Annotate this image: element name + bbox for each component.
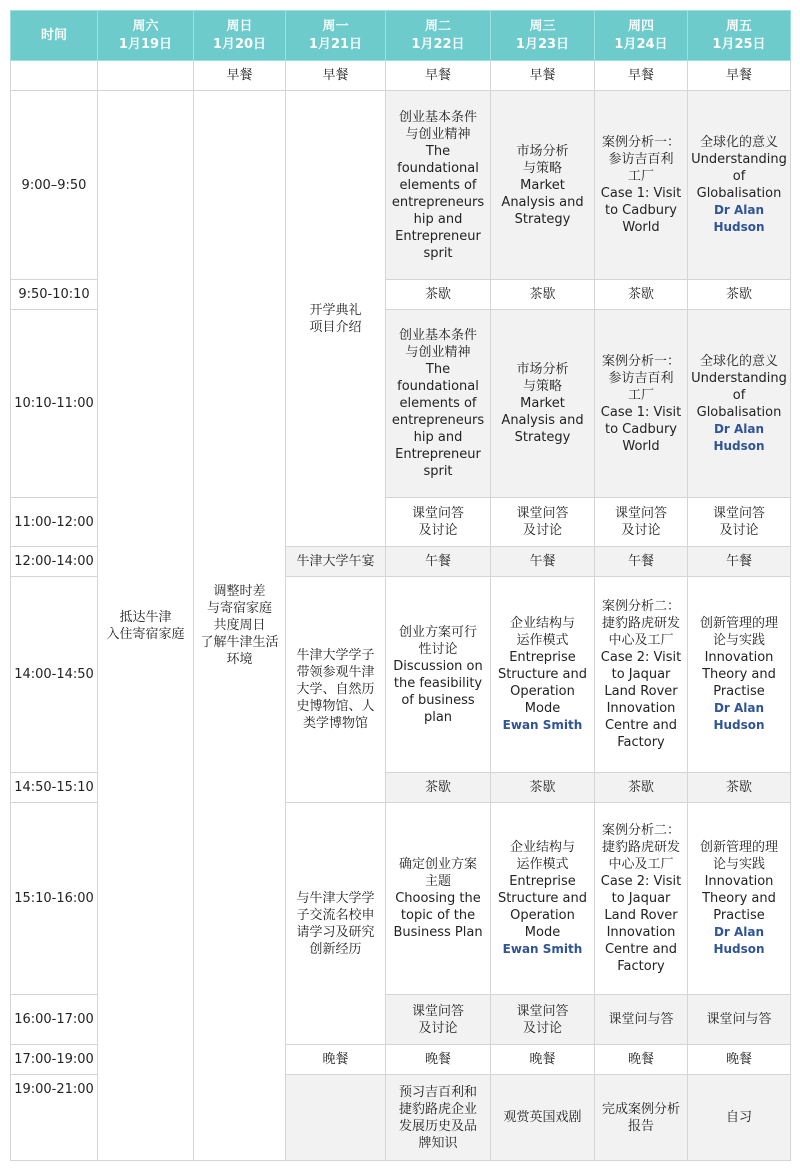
thu-session-1: 案例分析一： 参访吉百利 工厂 Case 1: Visit to Cadbury World [595,91,688,280]
wed-tea-break: 茶歇 [491,773,595,803]
fri-breakfast: 早餐 [688,61,791,91]
tue-breakfast: 早餐 [386,61,491,91]
tue-session-3: 创业方案可行 性讨论 Discussion on the feasibility of business plan [386,577,491,773]
tue-dinner: 晚餐 [386,1045,491,1075]
time-label: 16:00-17:00 [11,995,98,1045]
tue-session-4: 确定创业方案 主题 Choosing the topic of the Business Plan [386,803,491,995]
schedule-table [10,10,791,1161]
thu-tea-break: 茶歇 [595,773,688,803]
sat-breakfast-empty [98,61,194,91]
sun-all-day: 调整时差 与寄宿家庭 共度周日 了解牛津生活 环境 [194,91,286,1161]
fri-dinner: 晚餐 [688,1045,791,1075]
fri-session-3: 创新管理的理 论与实践 Innovation Theory and Practise Dr Alan Hudson [688,577,791,773]
wed-qa: 课堂问答 及讨论 [491,498,595,547]
tue-lunch: 午餐 [386,547,491,577]
time-label: 10:10-11:00 [11,310,98,498]
row-0900 [11,91,791,280]
time-label: 14:50-15:10 [11,773,98,803]
tue-qa: 课堂问答 及讨论 [386,995,491,1045]
mon-student-exchange: 与牛津大学学 子交流名校申 请学习及研究 创新经历 [286,803,386,1045]
header-row [11,11,791,61]
header-day-wed: 周三 1月23日 [491,11,595,61]
time-label: 9:50-10:10 [11,280,98,310]
header-day-fri: 周五 1月25日 [688,11,791,61]
wed-session-4: 企业结构与 运作模式 Entreprise Structure and Operation Mode Ewan Smith [491,803,595,995]
fri-session-4: 创新管理的理 论与实践 Innovation Theory and Practise Dr Alan Hudson [688,803,791,995]
time-label: 14:00-14:50 [11,577,98,773]
thu-dinner: 晚餐 [595,1045,688,1075]
wed-lunch: 午餐 [491,547,595,577]
mon-evening-empty [286,1075,386,1161]
lecturer-name: Dr Alan Hudson [713,701,765,732]
tue-qa: 课堂问答 及讨论 [386,498,491,547]
wed-dinner: 晚餐 [491,1045,595,1075]
header-day-thu: 周四 1月24日 [595,11,688,61]
lecturer-name: Dr Alan Hudson [713,925,765,956]
time-label: 12:00-14:00 [11,547,98,577]
thu-evening: 完成案例分析 报告 [595,1075,688,1161]
mon-opening-ceremony: 开学典礼 项目介绍 [286,91,386,547]
header-day-mon: 周一 1月21日 [286,11,386,61]
time-label: 9:00–9:50 [11,91,98,280]
mon-campus-tour: 牛津大学学子 带领参观牛津 大学、自然历 史博物馆、人 类学博物馆 [286,577,386,803]
thu-breakfast: 早餐 [595,61,688,91]
wed-breakfast: 早餐 [491,61,595,91]
wed-evening: 观赏英国戏剧 [491,1075,595,1161]
time-label: 17:00-19:00 [11,1045,98,1075]
fri-qa: 课堂问与答 [688,995,791,1045]
tue-tea-break: 茶歇 [386,280,491,310]
time-cell-empty [11,61,98,91]
header-day-tue: 周二 1月22日 [386,11,491,61]
fri-tea-break: 茶歇 [688,773,791,803]
thu-qa: 课堂问答 及讨论 [595,498,688,547]
lecturer-name: Ewan Smith [502,942,583,956]
mon-dinner: 晚餐 [286,1045,386,1075]
wed-session-3: 企业结构与 运作模式 Entreprise Structure and Operation Mode Ewan Smith [491,577,595,773]
fri-session-1: 全球化的意义 Understanding of Globalisation Dr Alan Hudson [688,91,791,280]
thu-tea-break: 茶歇 [595,280,688,310]
fri-session-2: 全球化的意义 Understanding of Globalisation Dr Alan Hudson [688,310,791,498]
time-label: 15:10-16:00 [11,803,98,995]
breakfast-row [11,61,791,91]
header-time: 时间 [11,11,98,61]
fri-tea-break: 茶歇 [688,280,791,310]
wed-session-2: 市场分析 与策略 Market Analysis and Strategy [491,310,595,498]
tue-session-2: 创业基本条件 与创业精神 The foundational elements of entrepreneurs hip and Entrepreneur sprit [386,310,491,498]
thu-session-4: 案例分析二： 捷豹路虎研发 中心及工厂 Case 2: Visit to Jaquar Land Rover Innovation Centre and Factory [595,803,688,995]
lecturer-name: Dr Alan Hudson [713,421,765,453]
time-label: 11:00-12:00 [11,498,98,547]
thu-session-3: 案例分析二： 捷豹路虎研发 中心及工厂 Case 2: Visit to Jaquar Land Rover Innovation Centre and Factory [595,577,688,773]
sun-breakfast: 早餐 [194,61,286,91]
mon-breakfast: 早餐 [286,61,386,91]
sat-all-day: 抵达牛津 入住寄宿家庭 [98,91,194,1161]
wed-session-1: 市场分析 与策略 Market Analysis and Strategy [491,91,595,280]
thu-session-2: 案例分析一： 参访吉百利 工厂 Case 1: Visit to Cadbury World [595,310,688,498]
fri-qa: 课堂问答 及讨论 [688,498,791,547]
tue-evening: 预习吉百利和 捷豹路虎企业 发展历史及品 牌知识 [386,1075,491,1161]
lecturer-name: Dr Alan Hudson [713,203,765,234]
tue-tea-break: 茶歇 [386,773,491,803]
header-day-sat: 周六 1月19日 [98,11,194,61]
tue-session-1: 创业基本条件 与创业精神 The foundational elements of entrepreneurs hip and Entrepreneur sprit [386,91,491,280]
time-label: 19:00-21:00 [11,1075,98,1161]
lecturer-name: Ewan Smith [502,718,583,732]
mon-lunch-banquet: 牛津大学午宴 [286,547,386,577]
fri-lunch: 午餐 [688,547,791,577]
wed-qa: 课堂问答 及讨论 [491,995,595,1045]
header-day-sun: 周日 1月20日 [194,11,286,61]
thu-lunch: 午餐 [595,547,688,577]
thu-qa: 课堂问与答 [595,995,688,1045]
wed-tea-break: 茶歇 [491,280,595,310]
fri-evening: 自习 [688,1075,791,1161]
